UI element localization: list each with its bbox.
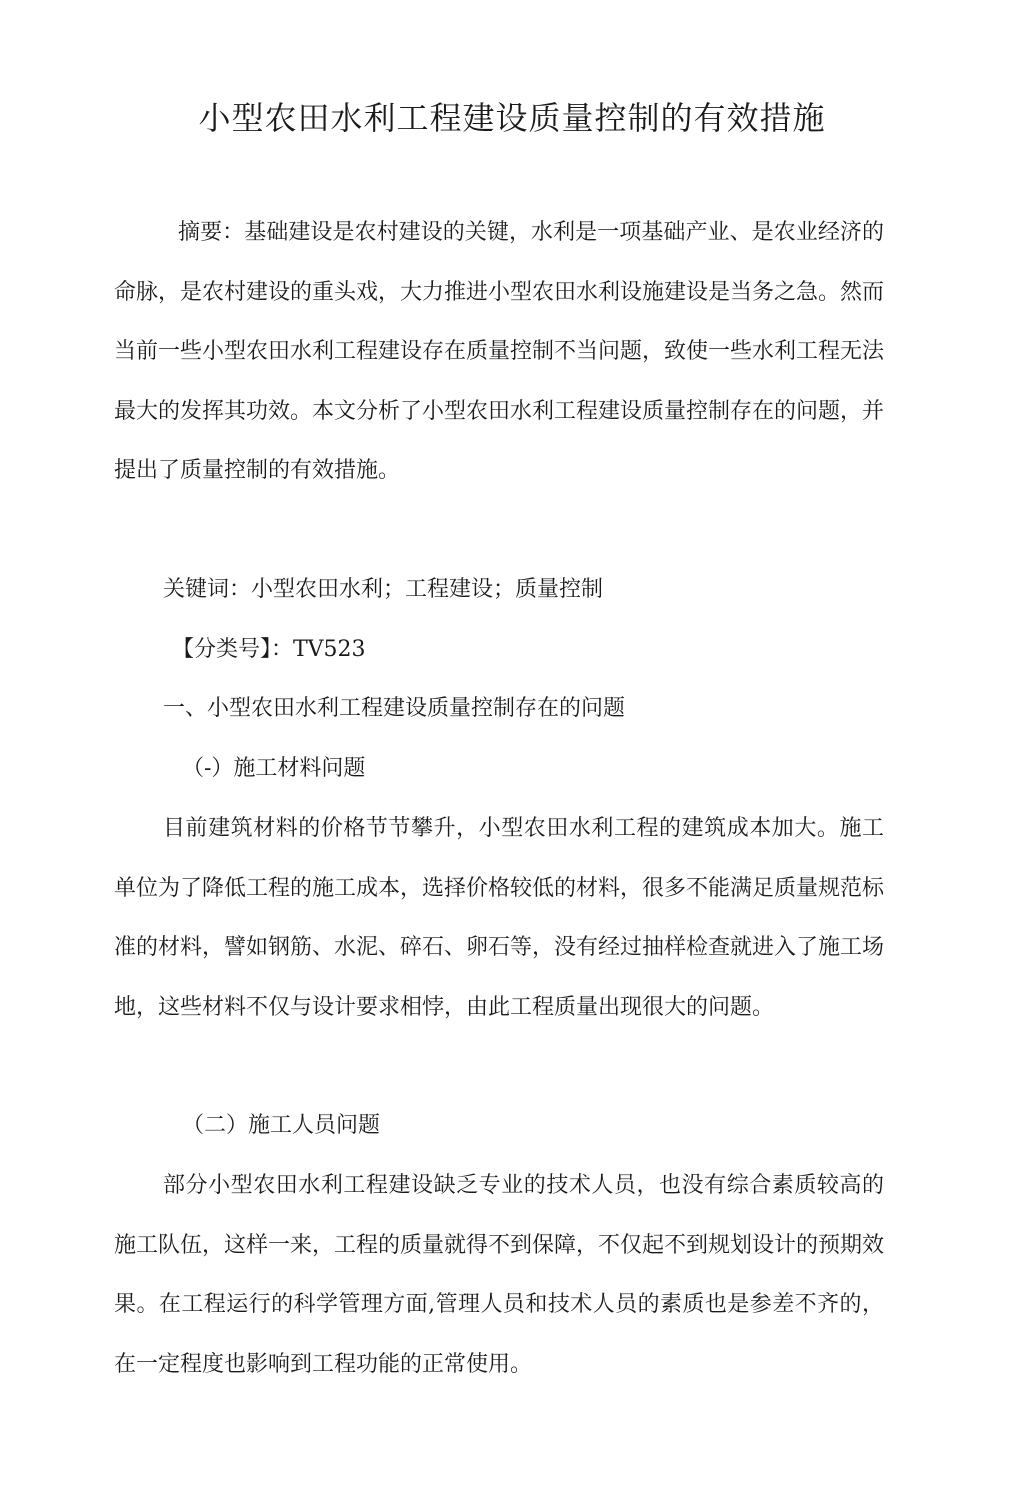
abstract-paragraph (114, 203, 884, 501)
subsection-1-heading: （-）施工材料问题 (182, 756, 366, 781)
section-1-heading: 一、小型农田水利工程建设质量控制存在的问题 (163, 696, 626, 721)
subsection-2-paragraph (114, 1156, 884, 1394)
abstract-text: 摘要：基础建设是农村建设的关键，水利是一项基础产业、是农业经济的命脉，是农村建设的重头戏，大力推进小型农田水利设施建设是当务之急。然而当前一些小型农田水利工程建设存在质量控制不当问题，致使一些水利工程无法最大的发挥其功效。本文分析了小型农田水利工程建设质量控制存在的问题，并提出了质量控制的有效措施。 (114, 220, 885, 483)
subsection-1-text: 目前建筑材料的价格节节攀升，小型农田水利工程的建筑成本加大。施工单位为了降低工程的施工成本，选择价格较低的材料，很多不能满足质量规范标准的材料，譬如钢筋、水泥、碎石、卵石等，没有经过抽样检查就进入了施工场地，这些材料不仅与设计要求相悖，由此工程质量出现很大的问题。 (114, 816, 885, 1020)
document-title: 小型农田水利工程建设质量控制的有效措施 (198, 99, 826, 137)
subsection-2-text: 部分小型农田水利工程建设缺乏专业的技术人员，也没有综合素质较高的施工队伍，这样一来，工程的质量就得不到保障，不仅起不到规划设计的预期效果。在工程运行的科学管理方面,管理人员和技术人员的素质也是参差不齐的，在一定程度也影响到工程功能的正常使用。 (114, 1173, 885, 1377)
classification-number: 【分类号】：TV523 (172, 637, 366, 662)
keywords-line: 关键词：小型农田水利；工程建设；质量控制 (163, 577, 604, 602)
subsection-1-paragraph (114, 799, 884, 1037)
subsection-2-heading: （二）施工人员问题 (182, 1113, 381, 1138)
